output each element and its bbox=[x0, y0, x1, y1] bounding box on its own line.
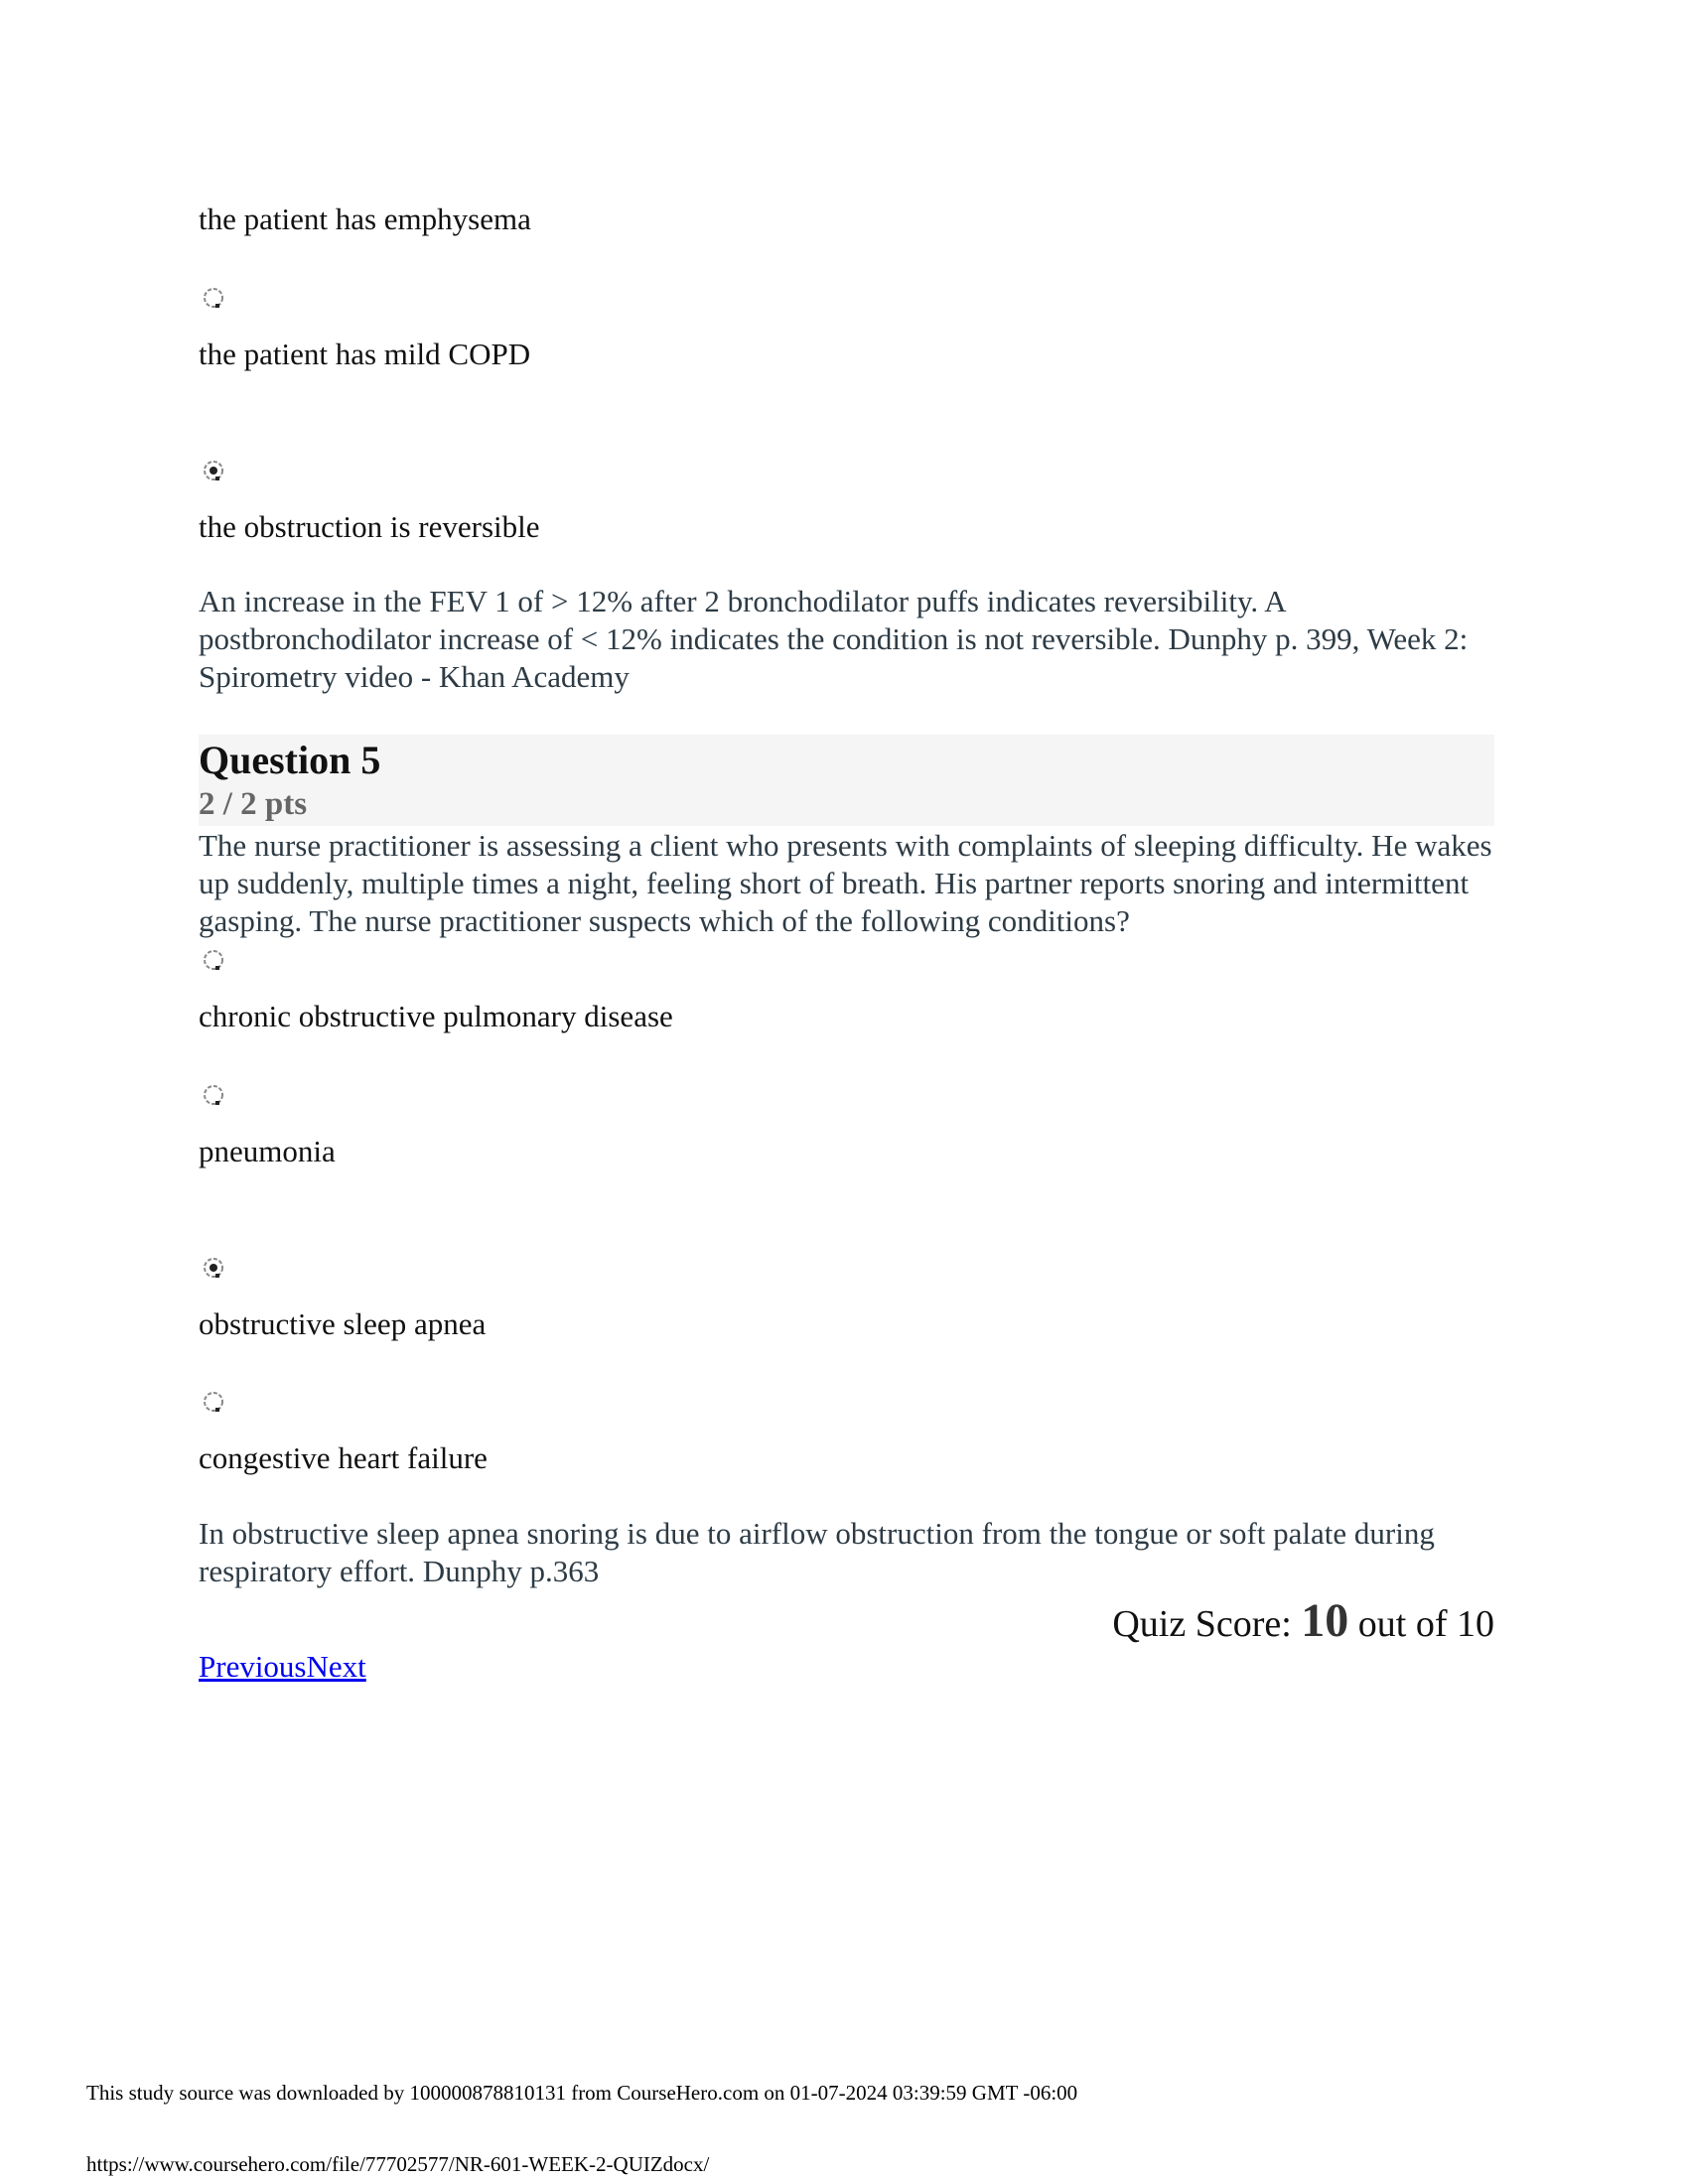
quiz-score-label: Quiz Score: bbox=[1112, 1603, 1292, 1645]
radio-unselected-icon bbox=[202, 1083, 225, 1107]
quiz-score-suffix: out of 10 bbox=[1357, 1603, 1494, 1645]
radio-selected-icon bbox=[202, 459, 225, 482]
question-points: 2 / 2 pts bbox=[199, 786, 308, 822]
radio-answer-chf[interactable] bbox=[202, 1390, 225, 1414]
answer-text: obstructive sleep apnea bbox=[199, 1306, 487, 1341]
answer-text: the patient has emphysema bbox=[199, 202, 531, 236]
radio-selected-icon bbox=[202, 1256, 225, 1280]
previous-link[interactable]: Previous bbox=[199, 1649, 307, 1684]
radio-answer-copd[interactable] bbox=[202, 948, 225, 972]
source-url: https://www.coursehero.com/file/77702577/NR-601-WEEK-2-QUIZdocx/ bbox=[86, 2152, 710, 2176]
question-text: The nurse practitioner is assessing a client who presents with complaints of sleeping difficulty. He wakes up suddenly, multiple times a night, feeling short of breath. His partner reports snoring and intermittent gasping. The nurse practitioner suspects which of the following conditions? bbox=[199, 828, 1492, 938]
answer-feedback: In obstructive sleep apnea snoring is due to airflow obstruction from the tongue or soft palate during respiratory effort. Dunphy p.363 bbox=[199, 1516, 1435, 1588]
radio-answer-sleep-apnea[interactable] bbox=[202, 1256, 225, 1280]
radio-unselected-icon bbox=[202, 286, 225, 310]
download-source-note: This study source was downloaded by 100000878810131 from CourseHero.com on 01-07-2024 03:39:59 GMT -06:00 bbox=[86, 2081, 1078, 2105]
radio-answer-mild-copd[interactable] bbox=[202, 286, 225, 310]
question-title: Question 5 bbox=[199, 738, 381, 782]
quiz-score bbox=[1112, 1593, 1494, 1652]
radio-answer-pneumonia[interactable] bbox=[202, 1083, 225, 1107]
next-link[interactable]: Next bbox=[306, 1649, 366, 1684]
question-header bbox=[199, 735, 1494, 826]
answer-text: chronic obstructive pulmonary disease bbox=[199, 999, 673, 1033]
answer-text: congestive heart failure bbox=[199, 1440, 488, 1475]
quiz-score-value: 10 bbox=[1301, 1594, 1349, 1647]
answer-text: pneumonia bbox=[199, 1134, 336, 1168]
radio-answer-reversible[interactable] bbox=[202, 459, 225, 482]
radio-unselected-icon bbox=[202, 1390, 225, 1414]
quiz-navigation bbox=[199, 1648, 366, 1686]
answer-text: the patient has mild COPD bbox=[199, 337, 531, 371]
answer-text: the obstruction is reversible bbox=[199, 509, 540, 544]
answer-feedback: An increase in the FEV 1 of > 12% after 2 bronchodilator puffs indicates reversibility. A postbronchodilator increase of < 12% indicates the condition is not reversible. Dunphy p. 399, Week 2: Spirometry video - Khan Academy bbox=[199, 584, 1469, 694]
radio-unselected-icon bbox=[202, 948, 225, 972]
